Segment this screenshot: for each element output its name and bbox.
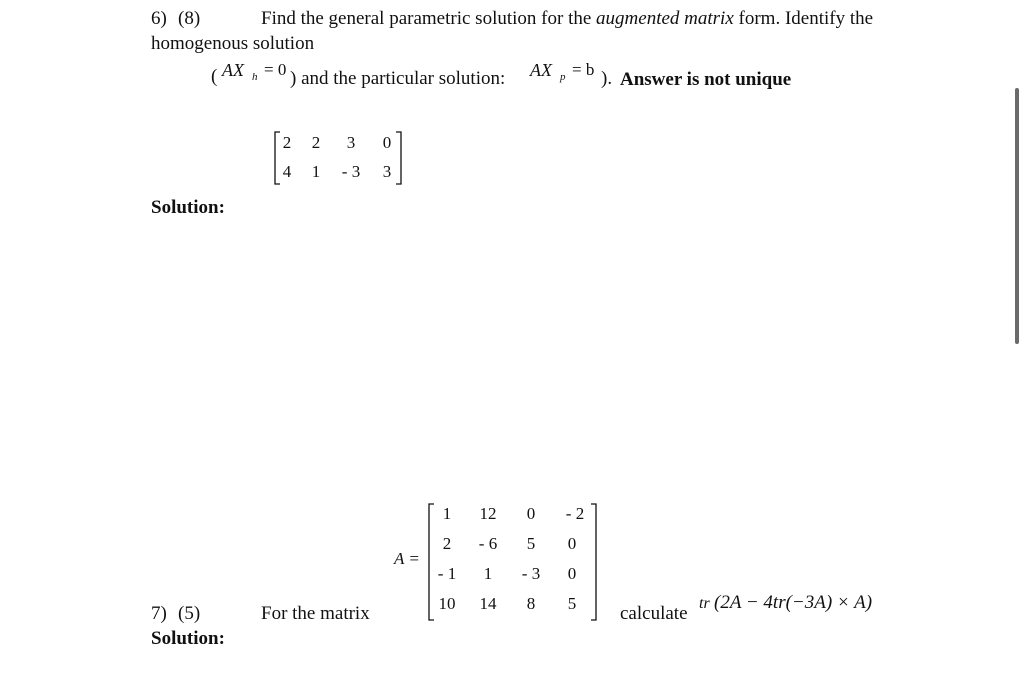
matrix-cell: - 1: [437, 564, 457, 583]
matrix-cell: 2: [282, 133, 292, 152]
matrix-cell: 1: [483, 564, 493, 583]
expression-body: (2A − 4tr(−3A) × A): [714, 592, 873, 613]
matrix-cell: 2: [442, 534, 452, 553]
eq-homogeneous-rhs: = 0: [264, 60, 287, 79]
matrix-cell: - 3: [341, 162, 361, 181]
expression-tr: tr: [699, 595, 710, 612]
eq-particular-sub: p: [560, 71, 566, 83]
solution-label-7: Solution:: [151, 628, 225, 649]
vertical-scrollbar[interactable]: [1015, 88, 1019, 344]
problem-6-text-italic: augmented matrix: [596, 8, 734, 29]
matrix-7-label: A =: [394, 549, 420, 568]
matrix-cell: - 6: [478, 534, 498, 553]
matrix-cell: 1: [311, 162, 321, 181]
matrix-cell: 0: [567, 564, 577, 583]
problem-6-line2: homogenous solution: [151, 33, 315, 54]
matrix-cell: 5: [526, 534, 536, 553]
matrix-cell: 1: [442, 504, 452, 523]
eq-mid-text: ) and the particular solution:: [290, 68, 506, 89]
matrix-cell: 0: [567, 534, 577, 553]
eq-homogeneous-lhs: AX: [222, 60, 244, 80]
problem-6-points: (8): [178, 8, 201, 29]
problem-6-text-a: Find the general parametric solution for the: [261, 8, 597, 29]
problem-7-text: For the matrix: [261, 603, 370, 624]
solution-label-6: Solution:: [151, 197, 225, 218]
matrix-cell: 3: [346, 133, 356, 152]
paren-open: (: [211, 66, 218, 87]
matrix-cell: 0: [382, 133, 392, 152]
matrix-cell: - 2: [565, 504, 585, 523]
problem-7-points: (5): [178, 603, 201, 624]
eq-particular-rhs: = b: [572, 60, 595, 79]
problem-6-text-b: form. Identify the: [733, 8, 874, 29]
answer-note: Answer is not unique: [620, 69, 792, 90]
eq-close-text: ).: [601, 68, 613, 89]
matrix-cell: 8: [526, 594, 536, 613]
problem-6-number: 6): [151, 8, 167, 29]
eq-particular-lhs: AX: [530, 60, 552, 80]
matrix-cell: 3: [382, 162, 392, 181]
eq-homogeneous-sub: h: [252, 71, 258, 83]
matrix-cell: 2: [311, 133, 321, 152]
matrix-cell: 5: [567, 594, 577, 613]
matrix-cell: 4: [282, 162, 292, 181]
problem-6-statement: [261, 8, 873, 30]
matrix-cell: 0: [526, 504, 536, 523]
problem-7-number: 7): [151, 603, 167, 624]
calculate-text: calculate: [620, 603, 688, 624]
matrix-cell: 14: [479, 594, 497, 613]
matrix-cell: 12: [479, 504, 497, 523]
matrix-cell: 10: [438, 594, 456, 613]
matrix-cell: - 3: [521, 564, 541, 583]
